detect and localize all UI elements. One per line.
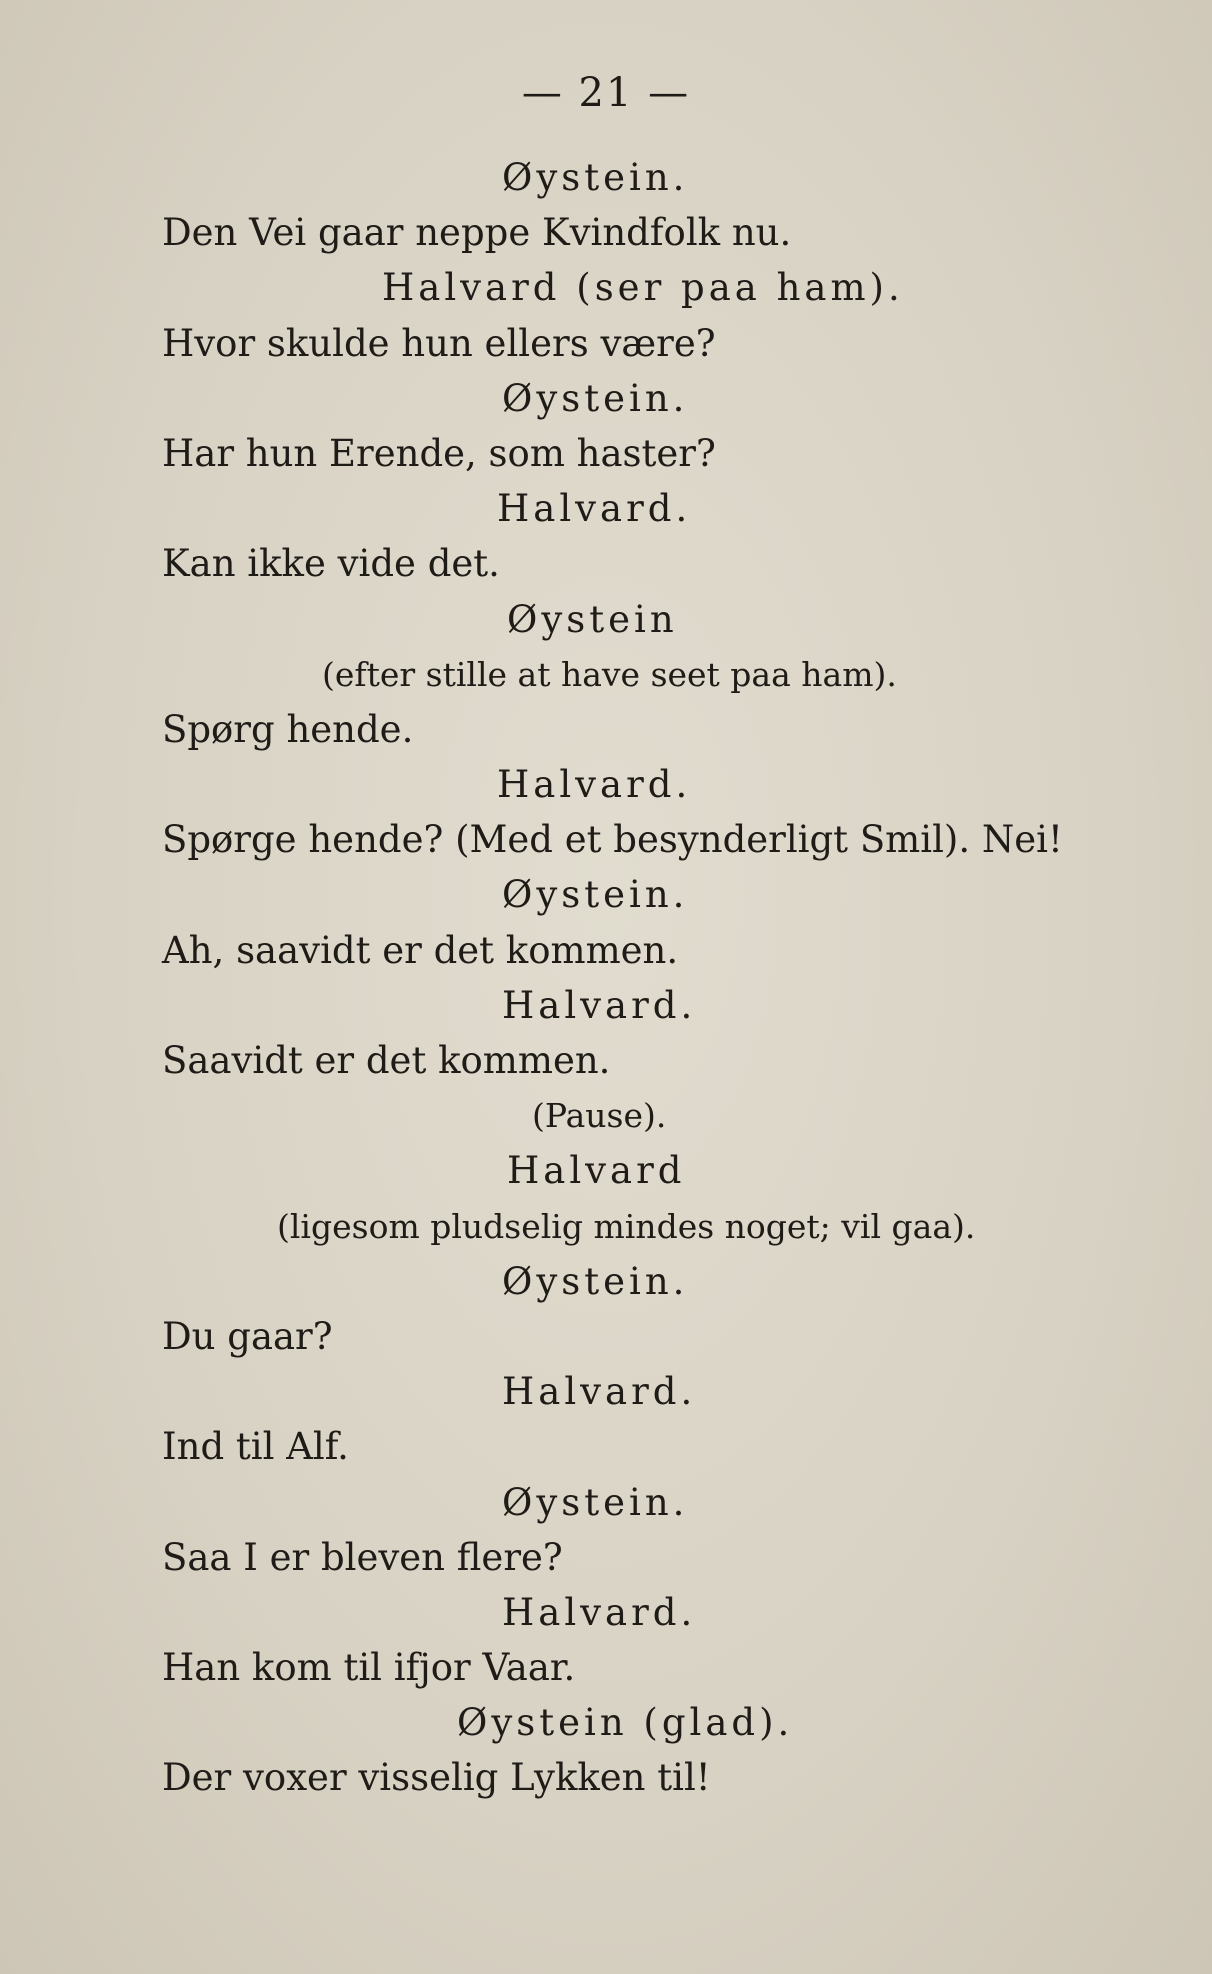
stage-direction: (ligesom pludselig mindes noget; vil gaa). xyxy=(277,1206,976,1246)
dialogue-line: Spørg hende. xyxy=(162,707,414,751)
speaker-name: Øystein xyxy=(507,597,678,641)
dialogue-line: Saa I er bleven flere? xyxy=(162,1535,563,1579)
dialogue-line: Ind til Alf. xyxy=(162,1425,349,1469)
stage-direction: (Pause). xyxy=(532,1096,667,1136)
speaker-name: Øystein (glad). xyxy=(457,1701,794,1745)
dialogue-line: Du gaar? xyxy=(162,1314,333,1358)
speaker-name: Halvard. xyxy=(497,487,692,531)
speaker-name: Øystein. xyxy=(502,1480,689,1524)
dialogue-line: Kan ikke vide det. xyxy=(162,542,500,586)
dialogue-line: Han kom til ifjor Vaar. xyxy=(162,1646,576,1690)
dialogue-line: Hvor skulde hun ellers være? xyxy=(162,321,716,365)
stage-direction: (efter stille at have seet paa ham). xyxy=(322,654,897,694)
dialogue-line: Saavidt er det kommen. xyxy=(162,1039,611,1082)
speaker-name: Øystein. xyxy=(502,873,689,917)
play-text xyxy=(162,150,1102,1806)
speaker-name: Øystein. xyxy=(502,1259,689,1303)
speaker-name: Halvard. xyxy=(502,1370,697,1414)
page-number: — 21 — xyxy=(521,70,691,116)
speaker-name: Halvard xyxy=(507,1149,686,1193)
speaker-name: Halvard. xyxy=(502,1590,697,1634)
dialogue-line: Ah, saavidt er det kommen. xyxy=(162,928,679,972)
dialogue-line: Spørge hende? (Med et besynderligt Smil). Nei! xyxy=(162,818,1063,862)
speaker-name: Halvard. xyxy=(502,983,697,1027)
dialogue-line: Den Vei gaar neppe Kvindfolk nu. xyxy=(162,211,792,255)
speaker-name: Øystein. xyxy=(502,376,689,420)
dialogue-line: Har hun Erende, som haster? xyxy=(162,431,716,475)
dialogue-line: Der voxer visselig Lykken til! xyxy=(162,1756,711,1800)
speaker-name: Halvard (ser paa ham). xyxy=(382,266,904,310)
speaker-name: Øystein. xyxy=(502,156,689,199)
speaker-name: Halvard. xyxy=(497,763,692,807)
